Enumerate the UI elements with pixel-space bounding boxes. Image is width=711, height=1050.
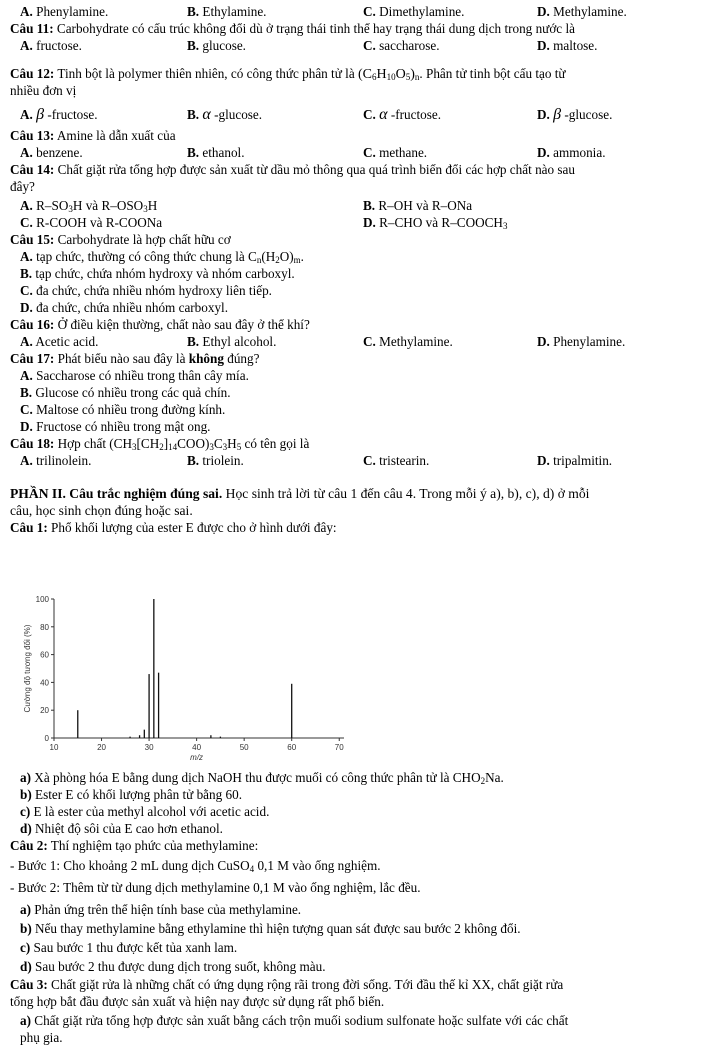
mass-spectrum-chart — [8, 593, 348, 768]
x-tick-label: 20 — [97, 743, 106, 752]
q16-stem: Câu 16: Ở điều kiện thường, chất nào sau đây ở thể khí? — [10, 317, 310, 332]
q18-option-b: triolein. — [202, 453, 244, 468]
p2q2-step-2: - Bước 2: Thêm từ từ dung dịch methylamine 0,1 M vào ống nghiệm, lắc đều. — [10, 880, 421, 895]
y-axis-label: Cường độ tương đối (%) — [23, 624, 32, 713]
q10-option-a: Phenylamine. — [36, 4, 109, 19]
x-axis-label: m/z — [190, 753, 204, 762]
q12-option-d: β -glucose. — [553, 106, 613, 123]
p2q3-item-a-cont: phụ gia. — [20, 1030, 63, 1045]
p2q2-item-b: b) Nếu thay methylamine bằng ethylamine thì hiện tượng quan sát được sau bước 2 không đổi. — [20, 921, 521, 936]
q16-option-d: Phenylamine. — [553, 334, 626, 349]
q12-option-a: β -fructose. — [36, 106, 98, 123]
p2q2-step-1: - Bước 1: Cho khoảng 2 mL dung dịch CuSO$_4$ 0,1 M vào ống nghiệm. — [10, 858, 381, 874]
q17-option-b: B. Glucose có nhiều trong các quả chín. — [20, 385, 231, 400]
q12-formula: $(C_6H_{10}O_5)_n$ — [357, 67, 420, 82]
q13-option-c: methane. — [379, 145, 428, 160]
q18-option-a: trilinolein. — [36, 453, 92, 468]
p2q3-stem: Câu 3: Chất giặt rửa là những chất có ứng dụng rộng rãi trong đời sống. Tới đầu thế kỉ XX, chất giặt rửa — [10, 977, 564, 992]
x-tick-label: 40 — [192, 743, 202, 752]
q11-option-c: saccharose. — [379, 38, 440, 53]
q11-option-b: glucose. — [202, 38, 246, 53]
q11-option-d: maltose. — [553, 38, 598, 53]
q13-option-a: benzene. — [36, 145, 83, 160]
q10-option-d: Methylamine. — [553, 4, 627, 19]
x-tick-label: 30 — [144, 743, 154, 752]
part2-header: PHẦN II. Câu trắc nghiệm đúng sai. Học sinh trả lời từ câu 1 đến câu 4. Trong mỗi ý a), b), c), d) ở mỗi — [10, 486, 590, 501]
q15-option-b: B. tạp chức, chứa nhóm hydroxy và nhóm carboxyl. — [20, 266, 295, 281]
q18-stem: Câu 18: Hợp chất $(CH_3[CH_2]_{14}COO)_3C_3H_5$ có tên gọi là — [10, 436, 310, 452]
q15-stem: Câu 15: Carbohydrate là hợp chất hữu cơ — [10, 232, 231, 247]
y-tick-label: 0 — [44, 734, 49, 743]
p2q3-stem-cont: tổng hợp bắt đầu được sản xuất và hiện nay được sử dụng rất phổ biến. — [10, 994, 385, 1009]
x-tick-label: 60 — [287, 743, 297, 752]
q16-option-b: Ethyl alcohol. — [202, 334, 277, 349]
p2q1-item-c: c) E là ester của methyl alcohol với acetic acid. — [20, 804, 270, 819]
p2q2-item-a: a) Phản ứng trên thể hiện tính base của methylamine. — [20, 902, 302, 917]
part2-header-cont: câu, học sinh chọn đúng hoặc sai. — [10, 503, 193, 518]
p2q1-item-a: a) Xà phòng hóa E bằng dung dịch NaOH thu được muối có công thức phân tử là $CHO_2Na$. — [20, 770, 504, 786]
p2q1-stem: Câu 1: Phổ khối lượng của ester E được cho ở hình dưới đây: — [10, 520, 337, 535]
x-tick-label: 50 — [239, 743, 249, 752]
q13-stem: Câu 13: Amine là dẫn xuất của — [10, 128, 176, 143]
q12-stem-cont: nhiều đơn vị — [10, 83, 77, 98]
q14-option-b: R–OH và R–ONa — [378, 198, 473, 213]
q11-stem — [10, 21, 575, 37]
y-tick-label: 80 — [40, 622, 49, 632]
q12-number: Câu 12: — [10, 66, 55, 81]
p2q1-item-d: d) Nhiệt độ sôi của E cao hơn ethanol. — [20, 821, 223, 836]
p2q1-item-b: b) Ester E có khối lượng phân tử bằng 60. — [20, 787, 242, 802]
q15-option-c: C. đa chức, chứa nhiều nhóm hydroxy liên tiếp. — [20, 283, 272, 298]
q17-option-c: C. Maltose có nhiều trong đường kính. — [20, 402, 226, 417]
p2q2-stem: Câu 2: Thí nghiệm tạo phức của methylamine: — [10, 838, 259, 853]
q11-text: Carbohydrate có cấu trúc không đổi dù ở trạng thái tinh thể hay trạng thái dung dịch trong nước là — [56, 21, 575, 36]
q18-option-c: tristearin. — [379, 453, 430, 468]
part2-title: PHẦN II. Câu trắc nghiệm đúng sai. — [10, 486, 223, 501]
p2q3-item-a: a) Chất giặt rửa tổng hợp được sản xuất bằng cách trộn muối sodium sulfonate hoặc sulfate với các chất — [20, 1013, 569, 1028]
y-tick-label: 40 — [40, 678, 49, 688]
q12-option-b: α -glucose. — [202, 106, 263, 123]
q14-option-c: R-COOH và R-COONa — [36, 215, 163, 230]
q17-option-a: A. Saccharose có nhiều trong thân cây mía. — [20, 368, 249, 383]
q11-number: Câu 11: — [10, 21, 54, 36]
p2q2-item-d: d) Sau bước 2 thu được dung dịch trong suốt, không màu. — [20, 959, 326, 974]
q16-option-c: Methylamine. — [379, 334, 453, 349]
plot-area — [23, 595, 344, 762]
q15-option-a: A. tạp chức, thường có công thức chung là $C_n(H_2O)_m$. — [20, 249, 304, 265]
q11-option-a: fructose. — [36, 38, 82, 53]
q18-option-d: tripalmitin. — [553, 453, 613, 468]
y-tick-label: 100 — [35, 595, 49, 604]
q10-option-b: Ethylamine. — [202, 4, 267, 19]
q12-option-c: α -fructose. — [379, 106, 441, 123]
q15-option-d: D. đa chức, chứa nhiều nhóm carboxyl. — [20, 300, 229, 315]
q14-stem: Câu 14: Chất giặt rửa tổng hợp được sản xuất từ dầu mỏ thông qua quá trình biến đổi các hợp chất nào sau — [10, 162, 575, 177]
q16-option-a: Acetic acid. — [35, 334, 99, 349]
y-tick-label: 20 — [40, 706, 49, 716]
x-tick-label: 10 — [49, 743, 59, 752]
q17-stem: Câu 17: Phát biểu nào sau đây là không đúng? — [10, 351, 260, 366]
q12-stem: Câu 12: Tinh bột là polymer thiên nhiên, có công thức phân tử là $(C_6H_{10}O_5)_n$. Phân tử tinh bột cấu tạo từ — [10, 66, 566, 82]
p2q2-item-c: c) Sau bước 1 thu được kết tủa xanh lam. — [20, 940, 238, 955]
q14-stem-cont: đây? — [10, 179, 35, 194]
q13-option-b: ethanol. — [202, 145, 245, 160]
q17-option-d: D. Fructose có nhiều trong mật ong. — [20, 419, 211, 434]
y-tick-label: 60 — [40, 650, 49, 660]
q14-option-a: $R-SO_3H$ và $R-OSO_3H$ — [36, 198, 158, 214]
x-tick-label: 70 — [334, 743, 344, 752]
q13-option-d: ammonia. — [553, 145, 606, 160]
q14-option-d: R–CHO và $R-COOCH_3$ — [379, 215, 508, 231]
q10-option-c: Dimethylamine. — [379, 4, 465, 19]
